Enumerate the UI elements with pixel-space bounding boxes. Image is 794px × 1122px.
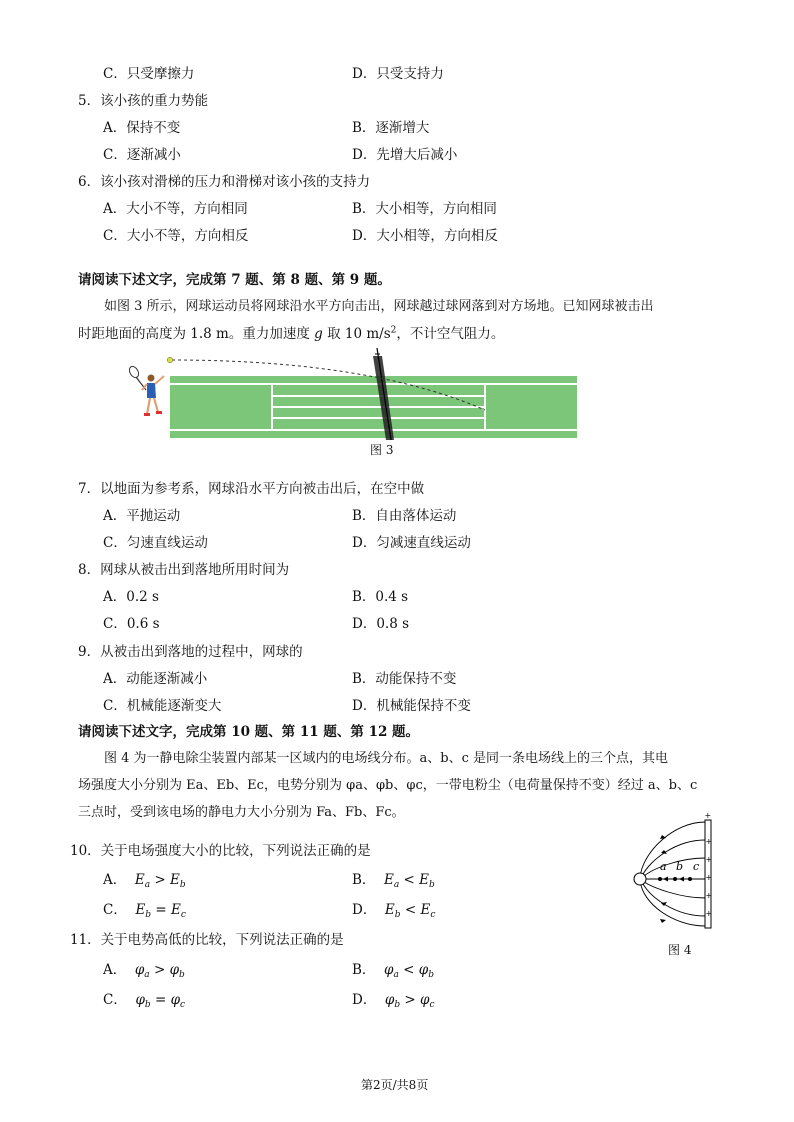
point-b xyxy=(673,877,677,881)
q8-option-d: D．0.8 s xyxy=(352,616,410,632)
figure-4-electric-field xyxy=(624,812,724,938)
q7-option-d: D．匀减速直线运动 xyxy=(352,535,471,551)
q5-option-d: D．先增大后减小 xyxy=(352,147,458,163)
section1-para-line1: 如图 3 所示，网球运动员将网球沿水平方向击出，网球越过球网落到对方场地。已知网球被击出 xyxy=(104,299,654,314)
q7-stem: 7．以地面为参考系，网球沿水平方向被击出后，在空中做 xyxy=(78,481,425,497)
q7-option-b: B．自由落体运动 xyxy=(352,508,457,524)
section2-para-line2: 场强度大小分别为 Ea、Eb、Ec，电势分别为 φa、φb、φc，一带电粉尘（电荷量保持不变）经过 a、b、c xyxy=(78,778,698,793)
plate-plus-sign: + xyxy=(705,837,713,846)
point-c xyxy=(688,877,692,881)
q6-stem: 6．该小孩对滑梯的压力和滑梯对该小孩的支持力 xyxy=(78,174,371,190)
point-a-label: a xyxy=(660,860,667,873)
point-a xyxy=(658,877,662,881)
page-number-footer: 第2页/共8页 xyxy=(361,1078,429,1092)
figure-3-caption: 图 3 xyxy=(370,443,394,457)
q10-option-c: C． $E_b = E_c$ xyxy=(103,902,186,920)
figure-3-tennis-court xyxy=(120,348,600,448)
section1-para-line2: 时距地面的高度为 1.8 m。重力加速度 g 取 10 $m/s^2$，不计空气阻力。 xyxy=(78,325,505,342)
q11-option-a: A． $\varphi_a > \varphi_b$ xyxy=(103,962,185,980)
q11-option-b: B． $\varphi_a < \varphi_b$ xyxy=(352,962,434,980)
q4-option-d: D．只受支持力 xyxy=(352,66,444,82)
q8-stem: 8．网球从被击出到落地所用时间为 xyxy=(78,562,290,578)
q5-option-c: C．逐渐减小 xyxy=(103,147,181,163)
q6-option-c: C．大小不等，方向相反 xyxy=(103,228,249,244)
point-b-label: b xyxy=(676,860,684,873)
q4-option-c: C．只受摩擦力 xyxy=(103,66,195,82)
tennis-player-icon xyxy=(128,365,164,416)
q9-option-c: C．机械能逐渐变大 xyxy=(103,698,222,714)
q7-option-a: A．平抛运动 xyxy=(103,508,181,524)
court-surface xyxy=(170,376,577,438)
q11-option-c: C． $\varphi_b = \varphi_c$ xyxy=(103,992,186,1010)
plate-plus-sign: + xyxy=(705,855,713,864)
discharge-electrode xyxy=(634,873,646,885)
q9-option-b: B．动能保持不变 xyxy=(352,671,457,687)
q11-stem: 11．关于电势高低的比较，下列说法正确的是 xyxy=(70,932,344,948)
q10-stem: 10．关于电场强度大小的比较，下列说法正确的是 xyxy=(70,843,371,859)
field-lines xyxy=(640,822,705,926)
plate-plus-sign: + xyxy=(705,909,713,918)
q9-option-a: A．动能逐渐减小 xyxy=(103,671,208,687)
q8-option-c: C．0.6 s xyxy=(103,616,160,632)
q11-option-d: D． $\varphi_b > \varphi_c$ xyxy=(352,992,435,1010)
plate-plus-sign: + xyxy=(705,891,713,900)
figure-4-caption: 图 4 xyxy=(668,943,692,957)
q10-option-a: A． $E_a > E_b$ xyxy=(103,872,186,890)
q9-stem: 9．从被击出到落地的过程中，网球的 xyxy=(78,644,303,660)
plate-plus-sign: + xyxy=(705,873,713,882)
section2-para-line3: 三点时，受到该电场的静电力大小分别为 Fa、Fb、Fc。 xyxy=(78,805,405,820)
q10-option-b: B． $E_a < E_b$ xyxy=(352,872,435,890)
plate-plus-sign: + xyxy=(704,812,712,820)
q9-option-d: D．机械能保持不变 xyxy=(352,698,471,714)
q6-option-d: D．大小相等，方向相反 xyxy=(352,228,498,244)
section1-heading: 请阅读下述文字，完成第 7 题、第 8 题、第 9 题。 xyxy=(78,272,391,288)
q5-option-a: A．保持不变 xyxy=(103,120,181,136)
q10-option-d: D． $E_b < E_c$ xyxy=(352,902,436,920)
q6-option-b: B．大小相等，方向相同 xyxy=(352,201,497,217)
q8-option-a: A．0.2 s xyxy=(103,589,159,605)
q6-option-a: A．大小不等，方向相同 xyxy=(103,201,248,217)
q7-option-c: C．匀速直线运动 xyxy=(103,535,208,551)
q8-option-b: B．0.4 s xyxy=(352,589,409,605)
q5-stem: 5．该小孩的重力势能 xyxy=(78,93,209,109)
section2-heading: 请阅读下述文字，完成第 10 题、第 11 题、第 12 题。 xyxy=(78,724,420,740)
tennis-ball-icon xyxy=(167,357,173,363)
point-c-label: c xyxy=(693,860,700,873)
q5-option-b: B．逐渐增大 xyxy=(352,120,430,136)
section2-para-line1: 图 4 为一静电除尘装置内部某一区域内的电场线分布。a、b、c 是同一条电场线上的三个点，其电 xyxy=(104,751,669,766)
